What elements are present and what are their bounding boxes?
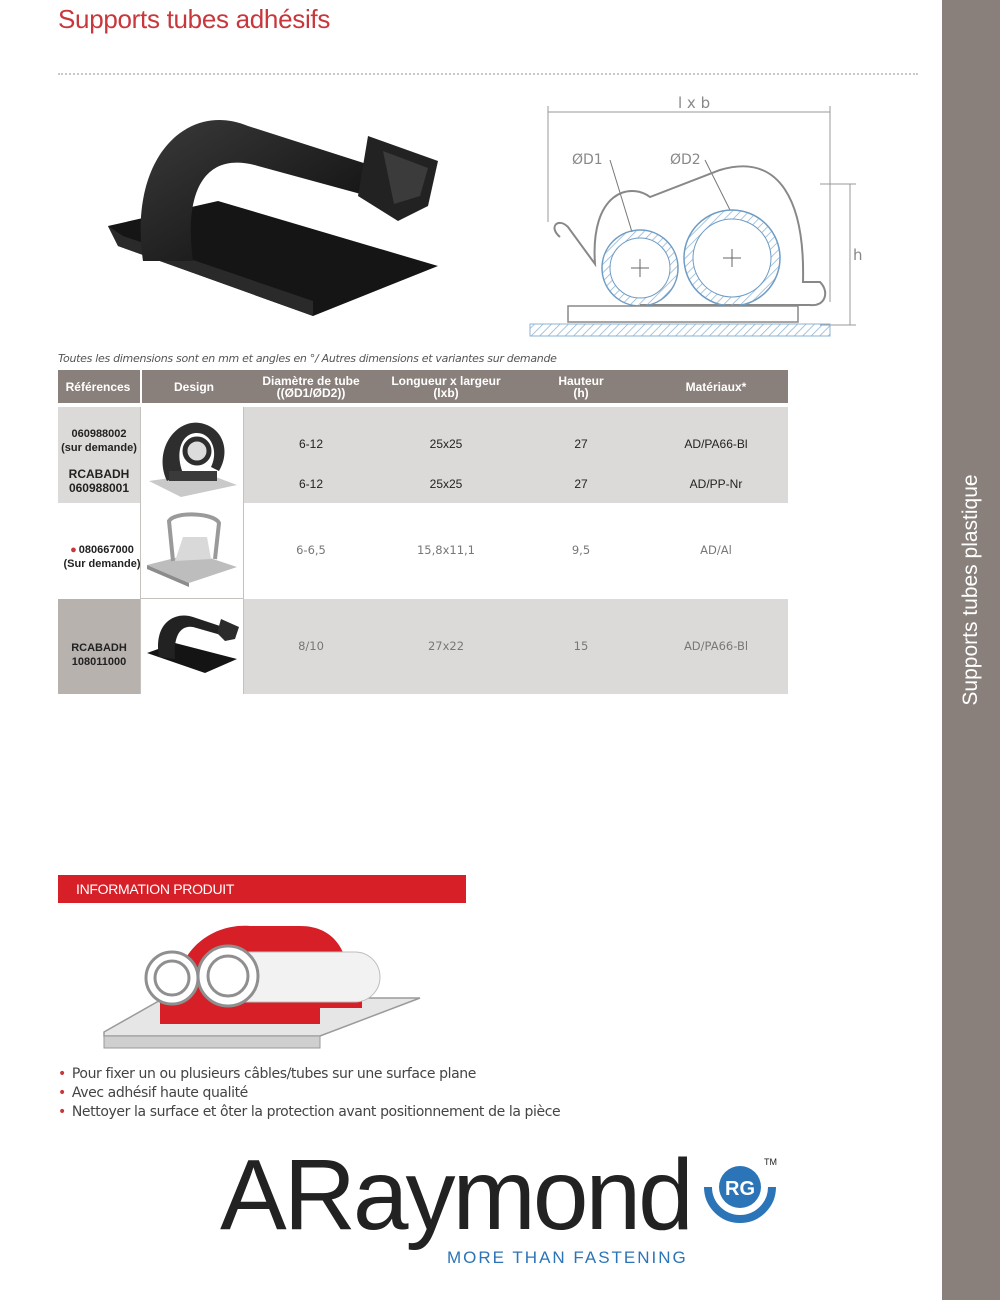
height-value: 15 <box>573 639 589 653</box>
reference-note: (Sur demande) <box>63 558 141 570</box>
diameter-value: 6-12 <box>298 437 324 451</box>
height-value: 27 <box>574 477 588 491</box>
material-value: AD/Al <box>700 543 732 557</box>
header-references: Références <box>65 379 131 394</box>
length-width-value: 15,8x11,1 <box>416 543 476 557</box>
info-illustration <box>100 912 450 1054</box>
brand-logo-icon <box>702 1157 782 1225</box>
reference-code: 080667000 <box>78 544 134 556</box>
header-diameter-line2: ((ØD1/ØD2)) <box>276 385 346 400</box>
table-caption: Toutes les dimensions sont en mm et angles en °/ Autres dimensions et variantes sur demande <box>58 352 557 365</box>
dimension-h-label: h <box>853 246 863 264</box>
height-value: 27 <box>574 437 588 451</box>
design-thumbnail <box>140 503 244 599</box>
length-width-value: 27x22 <box>427 639 465 653</box>
header-height-line2: (h) <box>573 385 589 400</box>
reference-code: 060988002 <box>71 428 127 440</box>
diameter-value: 6-6,5 <box>296 543 326 557</box>
brand-mark-letters: RG <box>725 1178 755 1200</box>
brand-wordmark: ARaymond <box>220 1139 691 1251</box>
header-height <box>520 370 642 403</box>
material-value: AD/PA66-Bl <box>684 437 748 451</box>
length-width-value: 25x25 <box>429 437 463 451</box>
header-materials: Matériaux* <box>685 379 747 394</box>
reference-code: RCABADH <box>71 642 127 654</box>
reference-cell <box>58 407 140 503</box>
reference-cell <box>58 503 140 598</box>
length-width-value: 25x25 <box>429 477 463 491</box>
reference-cell <box>58 599 140 694</box>
info-banner: INFORMATION PRODUIT <box>58 875 466 903</box>
header-length-line1: Longueur x largeur <box>391 373 501 388</box>
reference-code: 108011000 <box>71 656 127 668</box>
clip-thumbnail-image <box>145 507 239 593</box>
header-length-line2: (lxb) <box>433 385 459 400</box>
diameter-value: 8/10 <box>298 639 324 653</box>
header-diameter-line1: Diamètre de tube <box>262 373 360 388</box>
reference-code: RCABADH <box>68 467 130 481</box>
height-value: 9,5 <box>571 543 591 557</box>
dimension-lxb-label: l x b <box>678 94 711 112</box>
design-thumbnail <box>140 599 244 694</box>
header-diameter <box>246 370 376 403</box>
dimension-d2-label: ØD2 <box>670 152 701 168</box>
product-photo <box>98 96 448 326</box>
clip-thumbnail-image <box>145 411 239 499</box>
list-item: • Avec adhésif haute qualité <box>58 1084 560 1103</box>
table-row <box>58 599 788 694</box>
design-thumbnail <box>140 407 244 503</box>
title-divider <box>58 73 918 75</box>
material-value: AD/PA66-Bl <box>683 639 749 653</box>
clip-thumbnail-image <box>145 603 239 689</box>
table-header <box>58 370 788 403</box>
list-item: • Pour fixer un ou plusieurs câbles/tubes sur une surface plane <box>58 1065 560 1084</box>
brand-tagline: MORE THAN FASTENING <box>447 1248 688 1267</box>
side-band-label: Supports tubes plastique <box>959 474 982 706</box>
diameter-value: 6-12 <box>298 477 324 491</box>
reference-code: 060988001 <box>68 481 130 495</box>
reference-note: (sur demande) <box>61 442 137 454</box>
header-length-width <box>376 370 516 403</box>
info-bullet-list <box>58 1065 560 1122</box>
technical-drawing <box>520 92 865 352</box>
header-height-line1: Hauteur <box>558 373 604 388</box>
bullet-dot-icon: ● <box>70 544 77 556</box>
table-row <box>58 407 788 503</box>
list-item: • Nettoyer la surface et ôter la protection avant positionnement de la pièce <box>58 1103 560 1122</box>
dimension-d1-label: ØD1 <box>572 152 603 168</box>
trademark-symbol: TM <box>764 1157 777 1167</box>
page-title: Supports tubes adhésifs <box>58 4 331 34</box>
material-value: AD/PP-Nr <box>689 477 743 491</box>
references-table <box>58 370 788 694</box>
header-design: Design <box>140 370 246 403</box>
table-row <box>58 503 788 598</box>
